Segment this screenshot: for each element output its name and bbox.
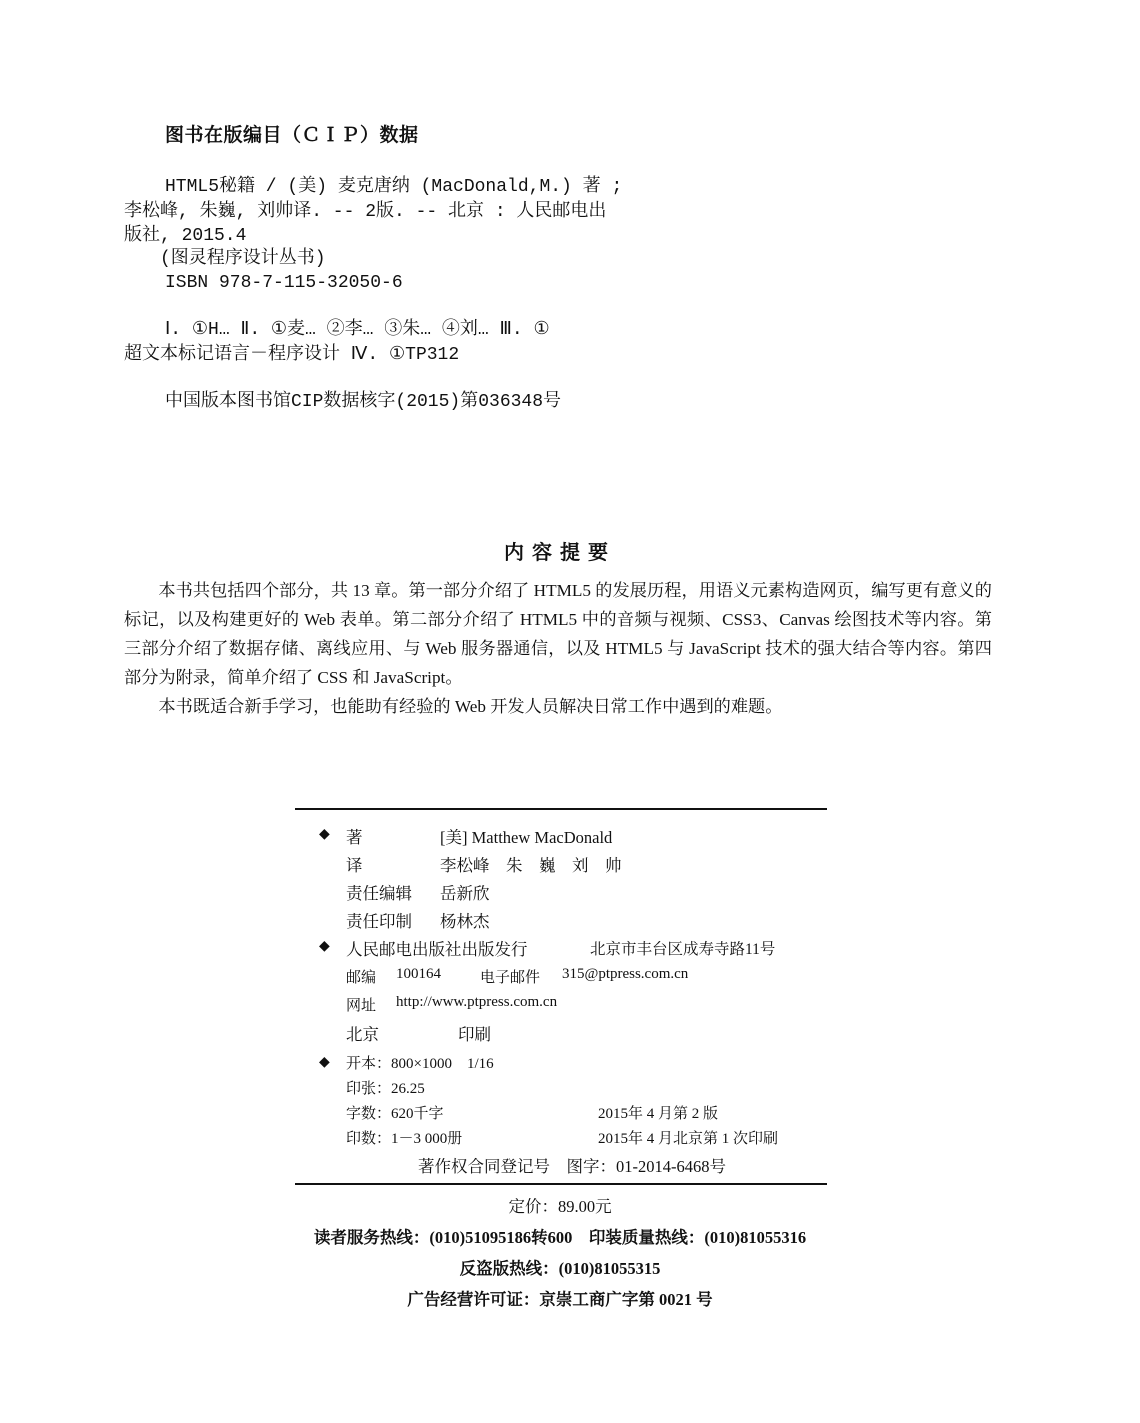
top-divider xyxy=(295,808,827,810)
city-label: 北京 xyxy=(346,1025,379,1044)
summary-paragraph: 本书共包括四个部分，共 13 章。第一部分介绍了 HTML5 的发展历程，用语义元素构造网页，编写更有意义的标记，以及构建更好的 Web 表单。第二部分介绍了 HTML5 中的音频与视频、CSS3、Canvas 绘图技术等内容。第三部分介绍了数据存储、离线应用、与 Web 服务器通信，以及 HTML5 与 JavaScript 技术的强大结合等内容。第四部分为附录，简单介绍了 CSS 和 JavaScript。 xyxy=(124,581,992,687)
cip-title: 图书在版编目（ＣＩＰ）数据 xyxy=(165,124,419,146)
format-spec: 开本：800×1000 1/16 xyxy=(346,1056,494,1072)
bullet-icon: ◆ xyxy=(319,1055,330,1070)
editor-value: 岳新欣 xyxy=(440,884,490,903)
email-label: 电子邮件 xyxy=(480,970,541,986)
price: 定价：89.00元 xyxy=(508,1197,612,1216)
postcode-label: 邮编 xyxy=(346,970,377,986)
translator-value: 李松峰 朱 巍 刘 帅 xyxy=(440,856,622,875)
publisher-address: 北京市丰台区成寿寺路11号 xyxy=(590,941,776,958)
cip-line: 李松峰, 朱巍, 刘帅译. -- 2版. -- 北京 : 人民邮电出 xyxy=(124,202,607,222)
author-label: 著 xyxy=(346,828,363,847)
email-value: 315@ptpress.com.cn xyxy=(562,966,689,982)
prints-spec: 印数：1－3 000册 xyxy=(346,1131,463,1147)
cip-isbn: ISBN 978-7-115-32050-6 xyxy=(165,273,403,293)
ad-license: 广告经营许可证：京崇工商广字第 0021 号 xyxy=(407,1290,713,1309)
publisher-name: 人民邮电出版社出版发行 xyxy=(346,940,528,959)
sheets-spec: 印张：26.25 xyxy=(346,1081,425,1097)
bottom-divider xyxy=(295,1183,827,1185)
editor-label: 责任编辑 xyxy=(346,884,412,903)
translator-label: 译 xyxy=(346,856,363,875)
cip-line: HTML5秘籍 / (美) 麦克唐纳 (MacDonald,M.) 著 ; xyxy=(165,177,623,197)
cip-classification: Ⅰ. ①H… Ⅱ. ①麦… ②李… ③朱… ④刘… Ⅲ. ① xyxy=(165,320,550,340)
cip-classification: 超文本标记语言－程序设计 Ⅳ. ①TP312 xyxy=(124,345,460,365)
bullet-icon: ◆ xyxy=(319,827,330,842)
summary-paragraph: 本书既适合新手学习，也能助有经验的 Web 开发人员解决日常工作中遇到的难题。 xyxy=(158,697,783,716)
website-value: http://www.ptpress.com.cn xyxy=(396,994,558,1010)
cip-series: (图灵程序设计丛书) xyxy=(160,249,326,269)
cip-record: 中国版本图书馆CIP数据核字(2015)第036348号 xyxy=(165,392,562,412)
antipiracy-hotline: 反盗版热线：(010)81055315 xyxy=(459,1259,661,1278)
summary-title: 内容提要 xyxy=(504,540,616,564)
print-date-spec: 2015年 4 月北京第 1 次印刷 xyxy=(598,1131,779,1147)
edition-spec: 2015年 4 月第 2 版 xyxy=(598,1106,719,1122)
cip-line: 版社, 2015.4 xyxy=(124,226,247,246)
bullet-icon: ◆ xyxy=(319,939,330,954)
printing-label: 责任印制 xyxy=(346,912,412,931)
printing-value: 杨林杰 xyxy=(440,912,490,931)
website-label: 网址 xyxy=(346,998,377,1014)
summary-body xyxy=(124,576,992,721)
copyright-registration: 著作权合同登记号 图字：01-2014-6468号 xyxy=(418,1157,726,1176)
author-value: [美] Matthew MacDonald xyxy=(440,828,613,847)
words-spec: 字数：620千字 xyxy=(346,1106,444,1122)
service-hotlines: 读者服务热线：(010)51095186转600 印装质量热线：(010)81055316 xyxy=(313,1228,807,1247)
print-label: 印刷 xyxy=(458,1025,491,1044)
postcode-value: 100164 xyxy=(396,966,441,982)
